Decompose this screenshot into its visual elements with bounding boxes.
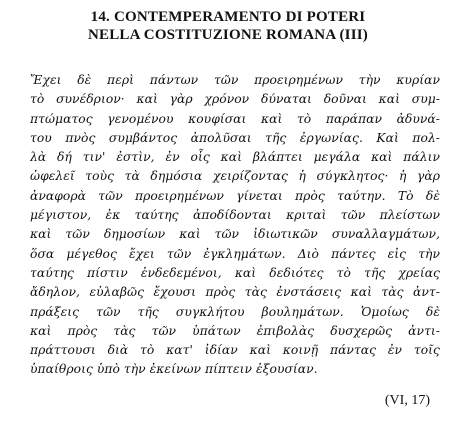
section-heading [0, 8, 456, 44]
text-line: ὅσα μέγεθος ἔχει τῶν ἐγκλημάτων. Διὸ πάντες εἰς τὴν [30, 246, 440, 261]
text-line: τὸ συνέδριον· καὶ γὰρ χρόνον δύναται δοῦναι καὶ συμ- [30, 92, 440, 107]
text-line: Ἔχει δὲ περὶ πάντων τῶν προειρημένων τὴν κυρίαν [30, 73, 440, 87]
text-line: λὰ δή τιν' ἐστὶν, ἐν οἷς καὶ βλάπτει μεγάλα καὶ πάλιν [30, 150, 440, 165]
text-line: πτώματος γενομένου κουφίσαι καὶ τὸ παράπαν ἀδυνά- [30, 111, 440, 126]
text-line: καὶ πρὸς τὰς τῶν ὑπάτων ἐπιβολὰς δυσχερῶς ἀντι- [30, 323, 440, 338]
text-line: καὶ τῶν δημοσίων καὶ τῶν ἰδιωτικῶν συναλλαγμάτων, [30, 227, 440, 242]
text-line: ἄδηλον, εὐλαβῶς ἔχουσι πρὸς τὰς ἐνστάσεις καὶ τὰς ἀντ- [30, 285, 440, 300]
source-citation: (VI, 17) [384, 393, 430, 408]
text-line: ἀναφορὰ τῶν προειρημένων γίνεται πρὸς ταύτην. Τὸ δὲ [30, 188, 440, 203]
text-line: ὑπαίθροις ὑπὸ τὴν ἐκείνων πίπτειν ἐξουσίαν. [30, 362, 318, 377]
heading-line-2: NELLA COSTITUZIONE ROMANA (III) [87, 27, 368, 43]
heading-line-1: 14. CONTEMPERAMENTO DI POTERI [90, 9, 366, 25]
text-line: πράξεις τῶν τῆς συγκλήτου βουλημάτων. Ὁμοίως δὲ [30, 304, 440, 319]
text-line: μέγιστον, ἐκ ταύτης ἀποδίδονται κριταὶ τῶν πλείστων [30, 208, 440, 223]
text-line: πράττουσι διὰ τὸ κατ' ἰδίαν καὶ κοινῇ πάντας ἐν τοῖς [30, 343, 440, 358]
text-line: ταύτης πίστιν ἐνδεδεμένοι, καὶ δεδιότες τὸ τῆς χρείας [30, 265, 440, 280]
text-line: ὠφελεῖ τοὺς τὰ δημόσια χειρίζοντας ἡ σύγκλητος· ἡ γὰρ [30, 169, 440, 184]
text-line: του πνὸς συμβάντος ἀπολῦσαι τῆς ἐργωνίας. Καὶ πολ- [30, 130, 440, 145]
greek-text-paragraph [30, 71, 440, 380]
